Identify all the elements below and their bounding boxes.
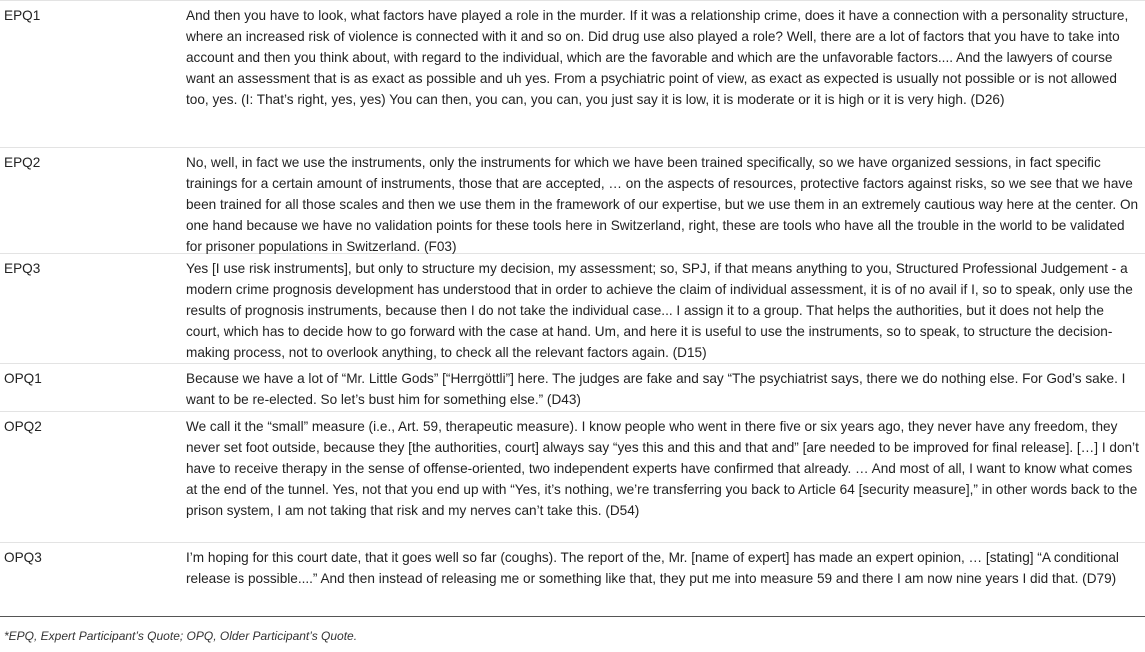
- table-row: [0, 543, 1145, 615]
- participant-code: OPQ1: [4, 371, 42, 386]
- table-row: [0, 412, 1145, 543]
- table-footnote: *EPQ, Expert Participant’s Quote; OPQ, Older Participant’s Quote.: [4, 629, 358, 643]
- participant-code: EPQ2: [4, 155, 41, 170]
- participant-quote: No, well, in fact we use the instruments, only the instruments for which we have been trained specifically, so we have organized sessions, in fact specific trainings for a certain amount of instruments, those that are accepted, … on the aspects of resources, protective factors against risks, so we see that we have been trained for all those scales and then we use them in the framework of our expertise, but we use them in an extremely cautious way here at the center. On one hand because we have no validation points for these tools here in Switzerland, right, these are tools who have all the trouble in the world to be validated for prisoner populations in Switzerland. (F03): [186, 155, 1139, 254]
- table-row: [0, 148, 1145, 254]
- participant-quote: Yes [I use risk instruments], but only to structure my decision, my assessment; so, SPJ, if that means anything to you, Structured Professional Judgement - a modern crime prognosis development has understood that in order to achieve the claim of individual assessment, it is of no avail if I, so to speak, only use the results of prognosis instruments, because then I do not take the individual case... I assign it to a group. That helps the authorities, but it does not help the court, which has to decide how to go forward with the case at hand. Um, and here it is useful to use the instruments, so to speak, to structure the decision-making process, not to overlook anything, to check all the relevant factors again. (D15): [186, 261, 1133, 360]
- participant-code: EPQ1: [4, 8, 41, 23]
- participant-code: OPQ2: [4, 419, 42, 434]
- table-bottom-rule: [0, 616, 1145, 617]
- participant-quote: We call it the “small” measure (i.e., Art. 59, therapeutic measure). I know people who went in there five or six years ago, they never have any freedom, they never set foot outside, because they [the authorities, court] always say “yes this and this and that and” [are needed to be improved for final release]. […] I don’t have to receive therapy in the sense of offense-oriented, two independent experts have confirmed that already. … And most of all, I want to know what comes at the end of the tunnel. Yes, not that you end up with “Yes, it’s nothing, we’re transferring you back to Article 64 [security measure],” in other words back to the prison system, I am not taking that risk and my nerves can’t take this. (D54): [186, 419, 1139, 518]
- participant-quote: And then you have to look, what factors have played a role in the murder. If it was a relationship crime, does it have a connection with a personality structure, where an increased risk of violence is connected with it and so on. Did drug use also played a role? Well, there are a lot of factors that you have to take into account and then you think about, with regard to the individual, which are the favorable and which are the unfavorable factors.... And the lawyers of course want an assessment that is as exact as possible and uh yes. From a psychiatric point of view, as exact as expected is usually not possible or is not allowed too, yes. (I: That’s right, yes, yes) You can then, you can, you can, you just say it is low, it is moderate or it is high or it is very high. (D26): [186, 8, 1129, 107]
- table-row: [0, 364, 1145, 412]
- table-row: [0, 254, 1145, 364]
- participant-quote: Because we have a lot of “Mr. Little Gods” [“Herrgöttli”] here. The judges are fake and say “The psychiatrist says, there we do nothing else. For God’s sake. I want to be re-elected. So let’s bust him for something else.” (D43): [186, 371, 1126, 407]
- participant-quote: I’m hoping for this court date, that it goes well so far (coughs). The report of the, Mr. [name of expert] has made an expert opinion, … [stating] “A conditional release is possible....” And then instead of releasing me or something like that, they put me into measure 59 and there I am now nine years I did that. (D79): [186, 550, 1119, 586]
- participant-code: OPQ3: [4, 550, 42, 565]
- table-row: [0, 0, 1145, 148]
- participant-code: EPQ3: [4, 261, 41, 276]
